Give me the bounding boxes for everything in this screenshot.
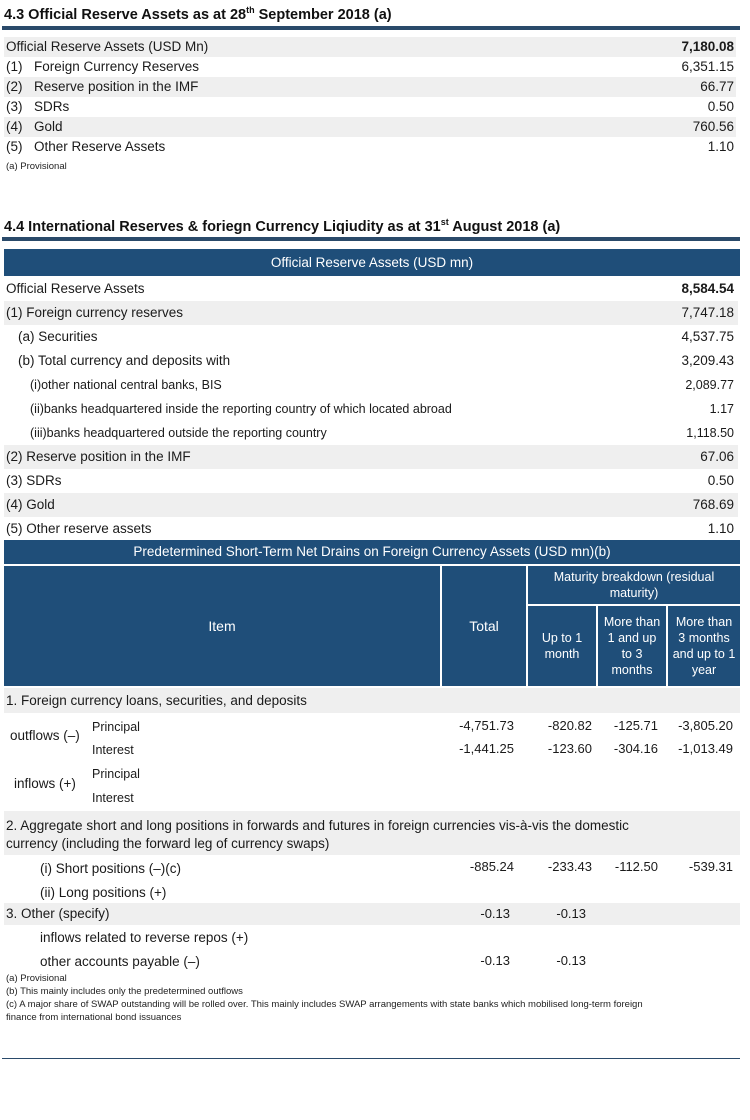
table-row (4, 277, 738, 301)
table-row (4, 77, 736, 97)
row-label: (3) SDRs (6, 473, 62, 488)
short-positions-label: (i) Short positions (–)(c) (40, 861, 182, 876)
row-index: (3) (6, 99, 23, 114)
outflows-label: outflows (–) (10, 728, 80, 743)
row-value: 3,209.43 (681, 353, 734, 368)
out-principal-m2: -125.71 (613, 718, 658, 733)
col-header-up-to-1-month: Up to 1 month (528, 606, 596, 686)
row-value: 1.17 (709, 402, 734, 416)
short-m1: -233.43 (547, 859, 592, 874)
row-index: (5) (6, 139, 23, 154)
row-value: 67.06 (700, 449, 734, 464)
out-interest-total: -1,441.25 (459, 741, 514, 756)
official-reserve-header: Official Reserve Assets (USD mn) (4, 249, 740, 276)
row-value: 1,118.50 (686, 426, 734, 440)
bottom-rule (2, 1058, 740, 1059)
row-label: Gold (34, 119, 63, 134)
row-value: 1.10 (707, 139, 734, 154)
table-row (4, 117, 736, 137)
table-row (4, 373, 738, 397)
row-value: 6,351.15 (681, 59, 734, 74)
row-label: (i)other national central banks, BIS (30, 378, 222, 392)
row-value: 8,584.54 (681, 281, 734, 296)
col-header-3-months-to-1-year: More than 3 months and up to 1 year (668, 606, 740, 686)
table-row (4, 37, 736, 57)
outflows-principal-label: Principal (92, 720, 140, 734)
col-header-maturity: Maturity breakdown (residual maturity) (528, 566, 740, 604)
inflows-interest-label: Interest (92, 791, 134, 805)
out-interest-m3: -1,013.49 (678, 741, 733, 756)
row-value: 768.69 (692, 497, 734, 512)
row-index: (2) (6, 79, 23, 94)
long-positions-label: (ii) Long positions (+) (40, 885, 167, 900)
out-principal-m3: -3,805.20 (678, 718, 733, 733)
section-4-4-rule (2, 237, 740, 241)
row-label: Official Reserve Assets (USD Mn) (6, 39, 209, 54)
drains-section-2-line1: 2. Aggregate short and long positions in forwards and futures in foreign currencies vis-à-vis the domestic (6, 818, 629, 833)
row-value: 0.50 (707, 99, 734, 114)
row-value: 7,180.08 (681, 39, 734, 54)
out-interest-m1: -123.60 (547, 741, 592, 756)
table-row (4, 469, 738, 493)
footnote-b: (b) This mainly includes only the predetermined outflows (6, 986, 243, 997)
row-index: (1) (6, 59, 23, 74)
table-row (4, 445, 738, 469)
provisional-note: (a) Provisional (6, 161, 67, 172)
row-value: 7,747.18 (681, 305, 734, 320)
row-value: 2,089.77 (685, 378, 734, 392)
payable-total: -0.13 (480, 953, 510, 968)
row-value: 0.50 (707, 473, 734, 488)
reverse-repos-label: inflows related to reverse repos (+) (40, 930, 249, 945)
row-label: Other Reserve Assets (34, 139, 166, 154)
other-total: -0.13 (480, 906, 510, 921)
short-total: -885.24 (469, 859, 514, 874)
row-label: Official Reserve Assets (6, 281, 145, 296)
row-label: Reserve position in the IMF (34, 79, 199, 94)
row-label: (a) Securities (18, 329, 98, 344)
table-row (4, 97, 736, 117)
row-label: (1) Foreign currency reserves (6, 305, 184, 320)
section-4-3-title: 4.3 Official Reserve Assets as at 28th September 2018 (a) (4, 5, 392, 23)
row-index: (4) (6, 119, 23, 134)
footnote-a: (a) Provisional (6, 973, 67, 984)
section-4-4-title: 4.4 International Reserves & foriegn Currency Liqiudity as at 31st August 2018 (a) (4, 217, 561, 235)
table-row (4, 493, 738, 517)
row-label: (2) Reserve position in the IMF (6, 449, 191, 464)
out-principal-m1: -820.82 (547, 718, 592, 733)
table-row (4, 137, 736, 157)
row-label: (5) Other reserve assets (6, 521, 152, 536)
drains-section-3-label: 3. Other (specify) (6, 906, 110, 921)
drains-section-3-row (4, 903, 740, 925)
outflows-interest-label: Interest (92, 743, 134, 757)
col-header-item: Item (4, 566, 440, 686)
table-row (4, 349, 738, 373)
short-m3: -539.31 (688, 859, 733, 874)
out-principal-total: -4,751.73 (459, 718, 514, 733)
row-value: 1.10 (707, 521, 734, 536)
col-header-total: Total (442, 566, 526, 686)
row-label: (ii)banks headquartered inside the reporting country of which located abroad (30, 402, 452, 416)
accounts-payable-label: other accounts payable (–) (40, 954, 200, 969)
table-row (4, 325, 738, 349)
drains-section-2-line2: currency (including the forward leg of currency swaps) (6, 836, 330, 851)
table-row (4, 57, 736, 77)
col-header-1-to-3-months: More than 1 and up to 3 months (598, 606, 666, 686)
row-value: 66.77 (700, 79, 734, 94)
out-interest-m2: -304.16 (613, 741, 658, 756)
drains-section-1-row (4, 688, 740, 713)
row-label: Foreign Currency Reserves (34, 59, 200, 74)
section-4-3-rule (2, 26, 740, 30)
drains-header: Predetermined Short-Term Net Drains on Foreign Currency Assets (USD mn)(b) (4, 540, 740, 564)
table-row (4, 301, 738, 325)
other-m1: -0.13 (556, 906, 586, 921)
table-row (4, 517, 738, 541)
inflows-label: inflows (+) (14, 776, 76, 791)
row-value: 4,537.75 (681, 329, 734, 344)
row-label: (b) Total currency and deposits with (18, 353, 231, 368)
row-label: SDRs (34, 99, 70, 114)
short-m2: -112.50 (614, 859, 658, 874)
drains-section-1-label: 1. Foreign currency loans, securities, and deposits (6, 693, 307, 708)
table-row (4, 421, 738, 445)
table-row (4, 397, 738, 421)
row-label: (iii)banks headquartered outside the reporting country (30, 426, 327, 440)
footnote-c-cont: finance from international bond issuances (6, 1012, 182, 1023)
row-label: (4) Gold (6, 497, 55, 512)
row-value: 760.56 (692, 119, 734, 134)
payable-m1: -0.13 (556, 953, 586, 968)
footnote-c: (c) A major share of SWAP outstanding will be rolled over. This mainly includes SWAP arrangements with state banks which mobilised long-term foreign (6, 999, 643, 1010)
drains-section-2-row (4, 811, 740, 855)
inflows-principal-label: Principal (92, 767, 140, 781)
